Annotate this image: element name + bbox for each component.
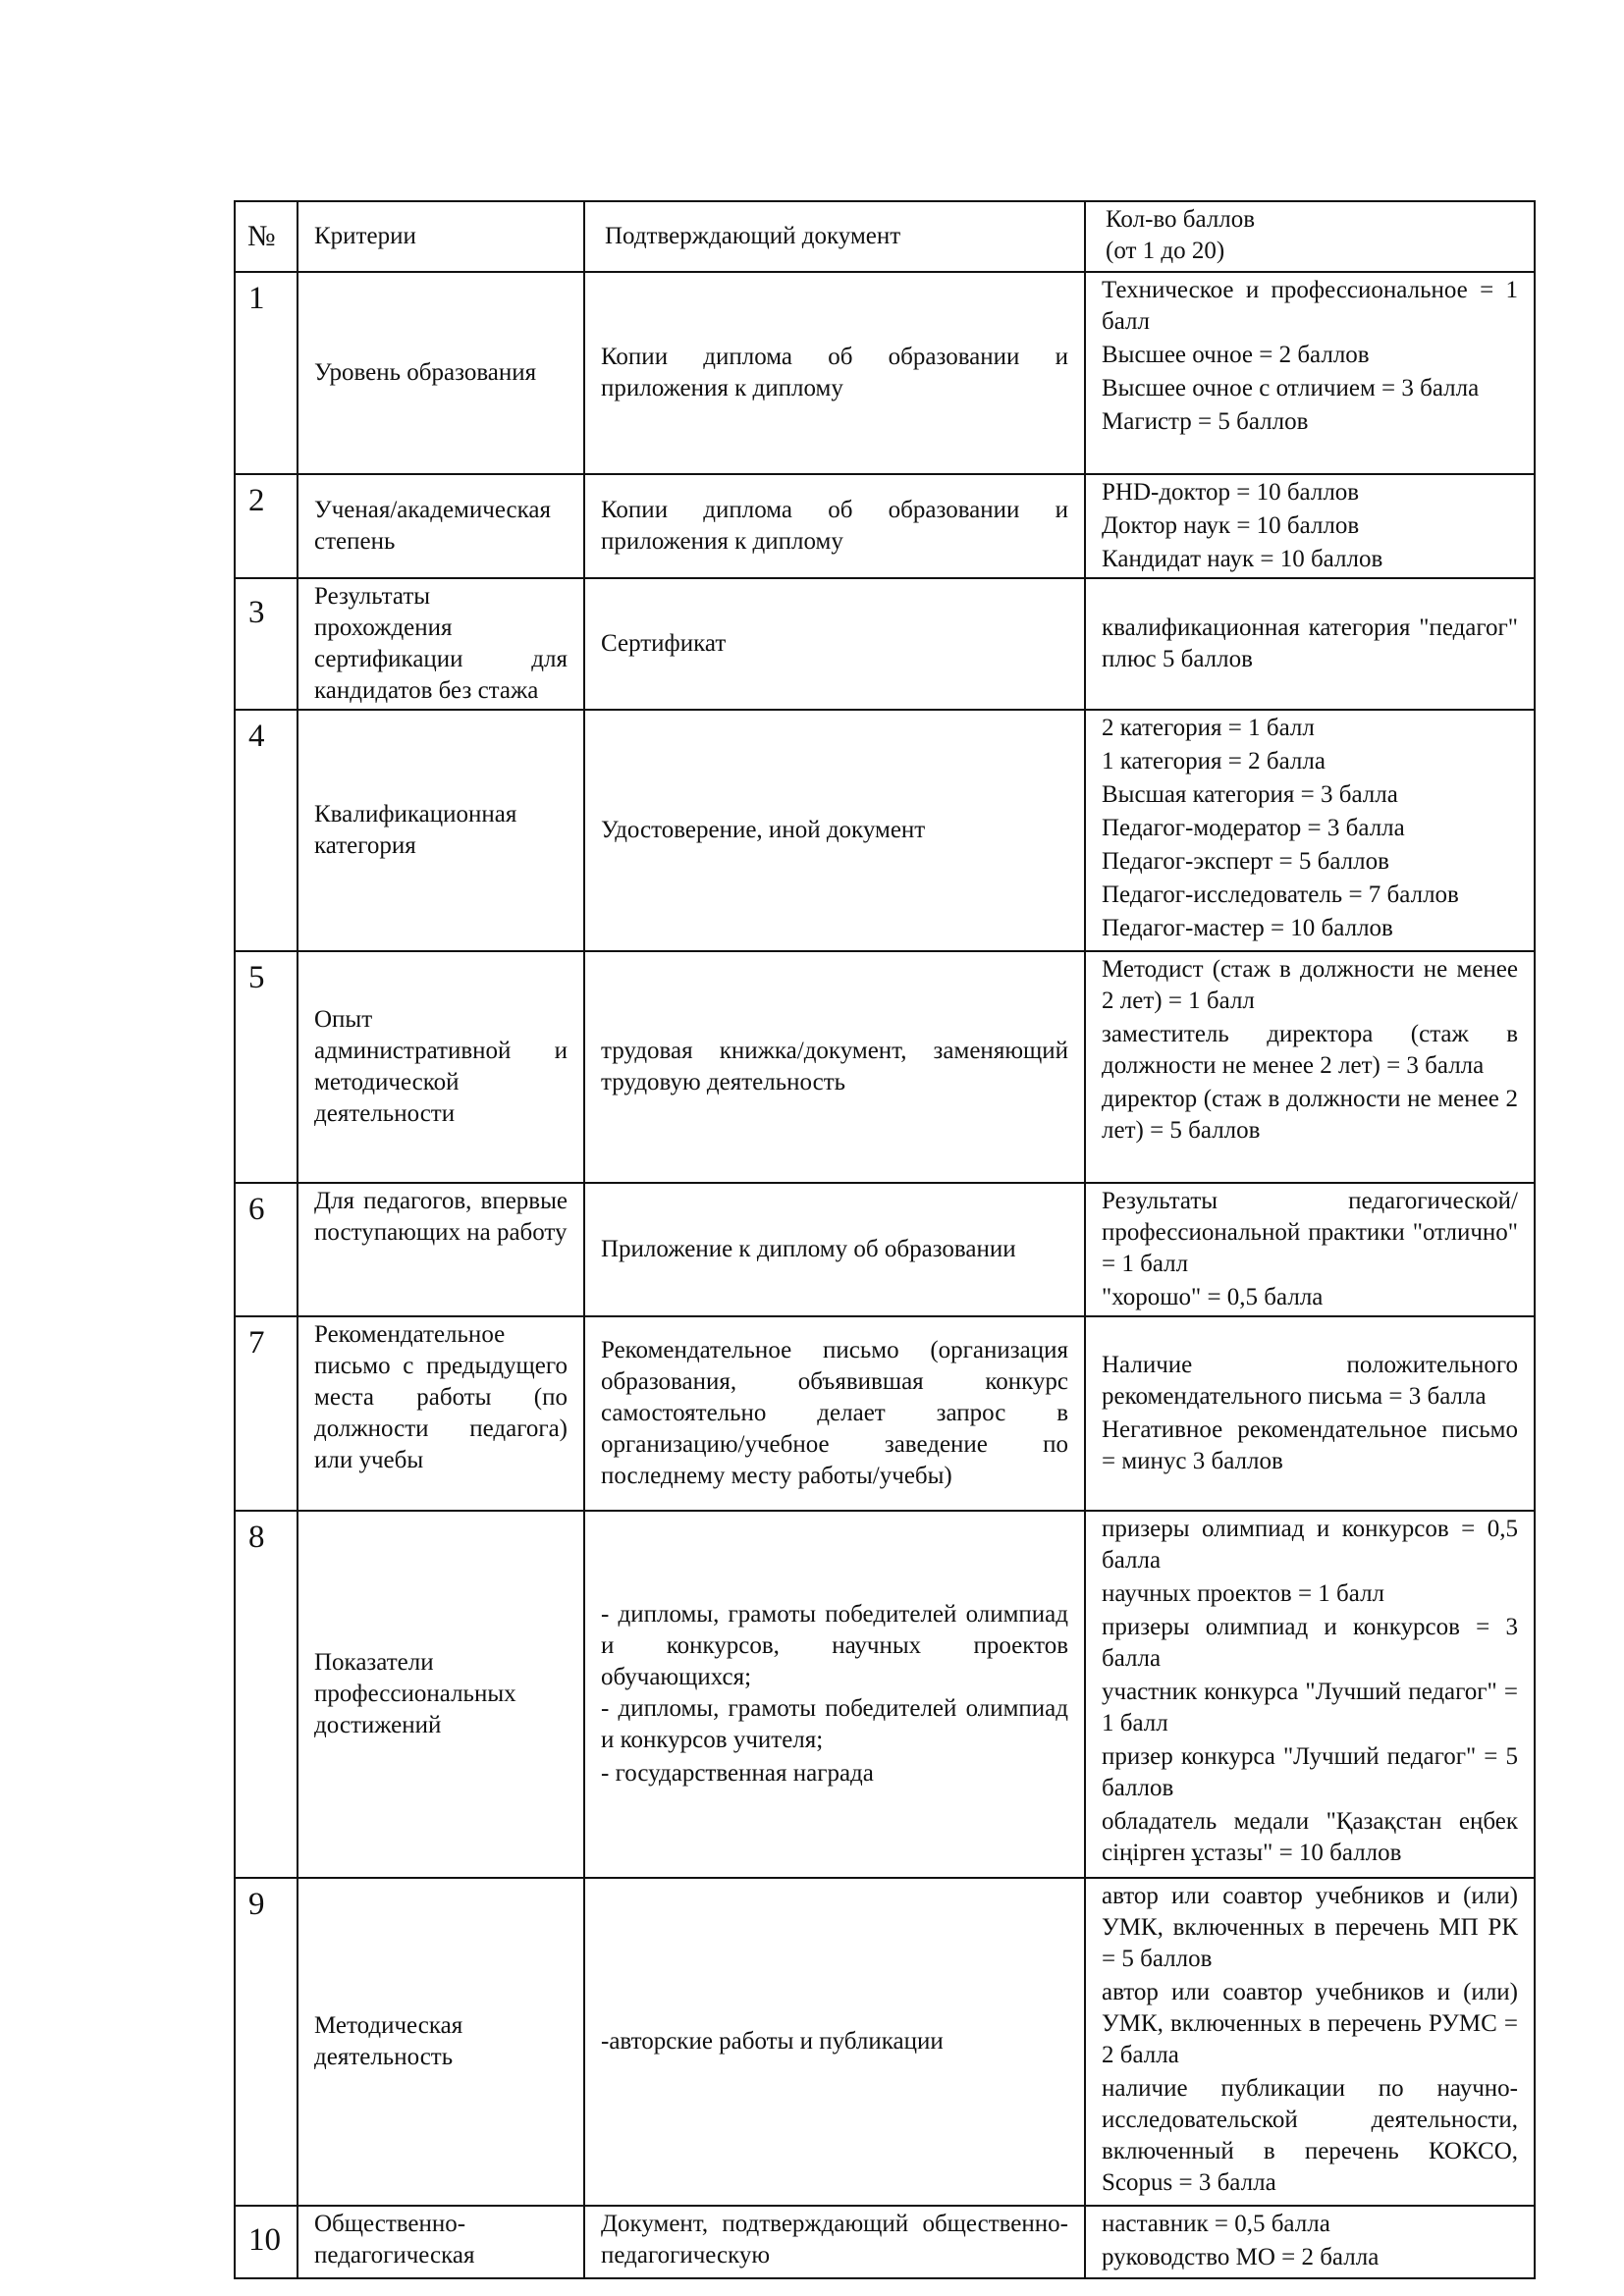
points-line: директор (стаж в должности не менее 2 лет) = 5 баллов (1102, 1086, 1518, 1144)
row-number: 1 (235, 272, 298, 474)
points-line: Доктор наук = 10 баллов (1102, 512, 1360, 539)
table-row (235, 1511, 1535, 1878)
points-line: 1 категория = 2 балла (1102, 748, 1326, 774)
points-line: Кандидат наук = 10 баллов (1102, 546, 1383, 572)
row-number: 5 (235, 951, 298, 1183)
row-document: Сертификат (584, 578, 1085, 710)
points-line: PHD-доктор = 10 баллов (1102, 479, 1360, 506)
row-document: Приложение к диплому об образовании (584, 1183, 1085, 1316)
header-criteria: Критерии (298, 201, 584, 272)
points-line: Магистр = 5 баллов (1102, 408, 1309, 435)
points-line: научных проектов = 1 балл (1102, 1580, 1385, 1607)
points-line: Наличие положительного рекомендательного письма = 3 балла (1102, 1352, 1518, 1410)
points-line: Высшее очное = 2 баллов (1102, 342, 1370, 368)
table-row (235, 1878, 1535, 2206)
row-criteria: Результаты прохождения сертификации для кандидатов без стажа (298, 578, 584, 710)
row-number: 2 (235, 474, 298, 578)
points-line: 2 категория = 1 балл (1102, 715, 1315, 741)
row-points (1085, 2206, 1535, 2278)
table-row (235, 951, 1535, 1183)
table-row (235, 272, 1535, 474)
row-number: 6 (235, 1183, 298, 1316)
points-line: автор или соавтор учебников и (или) УМК, включенных в перечень МП РК = 5 баллов (1102, 1883, 1518, 1972)
row-document: Документ, подтверждающий общественно-педагогическую (584, 2206, 1085, 2278)
criteria-table (234, 200, 1536, 2279)
points-line: призеры олимпиад и конкурсов = 3 балла (1102, 1614, 1518, 1672)
row-number: 8 (235, 1511, 298, 1878)
row-points (1085, 1183, 1535, 1316)
points-line: призер конкурса "Лучший педагог" = 5 баллов (1102, 1743, 1518, 1801)
row-criteria: Ученая/академическая степень (298, 474, 584, 578)
points-line: Высшее очное с отличием = 3 балла (1102, 375, 1480, 401)
row-document: Копии диплома об образовании и приложения к диплому (584, 272, 1085, 474)
document-line: - дипломы, грамоты победителей олимпиад и конкурсов учителя; (601, 1695, 1068, 1753)
row-points (1085, 1878, 1535, 2206)
row-criteria: Методическая деятельность (298, 1878, 584, 2206)
row-number: 9 (235, 1878, 298, 2206)
points-line: Педагог-исследователь = 7 баллов (1102, 881, 1459, 908)
table-row (235, 578, 1535, 710)
row-criteria: Показатели профессиональных достижений (298, 1511, 584, 1878)
table-row (235, 1183, 1535, 1316)
row-points (1085, 474, 1535, 578)
row-number: 10 (235, 2206, 298, 2278)
row-points (1085, 951, 1535, 1183)
row-criteria: Для педагогов, впервые поступающих на работу (298, 1183, 584, 1316)
row-points (1085, 710, 1535, 951)
document-line: - дипломы, грамоты победителей олимпиад и конкурсов, научных проектов обучающихся; (601, 1601, 1068, 1690)
points-line: Высшая категория = 3 балла (1102, 781, 1398, 808)
table-header-row (235, 201, 1535, 272)
row-number: 7 (235, 1316, 298, 1511)
row-document: Рекомендательное письмо (организация образования, объявившая конкурс самостоятельно делает запрос в организацию/учебное заведение по последнему месту работы/учебы) (584, 1316, 1085, 1511)
points-line: заместитель директора (стаж в должности не менее 2 лет) = 3 балла (1102, 1021, 1518, 1079)
points-line: Техническое и профессиональное = 1 балл (1102, 277, 1518, 335)
table-row (235, 1316, 1535, 1511)
points-line: Педагог-эксперт = 5 баллов (1102, 848, 1389, 875)
row-points: квалификационная категория "педагог" плюс 5 баллов (1085, 578, 1535, 710)
row-points (1085, 1511, 1535, 1878)
document-line: - государственная награда (601, 1760, 874, 1787)
points-line: Методист (стаж в должности не менее 2 лет) = 1 балл (1102, 956, 1518, 1014)
header-number: № (235, 201, 298, 272)
points-line: Негативное рекомендательное письмо = минус 3 баллов (1102, 1416, 1518, 1474)
row-document: трудовая книжка/документ, заменяющий трудовую деятельность (584, 951, 1085, 1183)
points-line: руководство МО = 2 балла (1102, 2244, 1380, 2270)
table-row (235, 710, 1535, 951)
table-row (235, 2206, 1535, 2278)
row-document: -авторские работы и публикации (584, 1878, 1085, 2206)
points-line: обладатель медали "Қазақстан еңбек сіңірген ұстазы" = 10 баллов (1102, 1808, 1518, 1866)
row-criteria: Рекомендательное письмо с предыдущего места работы (по должности педагога) или учебы (298, 1316, 584, 1511)
header-document: Подтверждающий документ (584, 201, 1085, 272)
points-line: Результаты педагогической/ профессиональной практики "отлично" = 1 балл (1102, 1188, 1518, 1277)
points-line: призеры олимпиад и конкурсов = 0,5 балла (1102, 1516, 1518, 1574)
row-number: 3 (235, 578, 298, 710)
row-points (1085, 1316, 1535, 1511)
points-line: наличие публикации по научно-исследовательской деятельности, включенный в перечень КОКСО, Scopus = 3 балла (1102, 2075, 1518, 2196)
row-criteria: Общественно-педагогическая (298, 2206, 584, 2278)
header-points-range: (от 1 до 20) (1106, 238, 1225, 264)
row-document: Копии диплома об образовании и приложения к диплому (584, 474, 1085, 578)
row-number: 4 (235, 710, 298, 951)
table-row (235, 474, 1535, 578)
row-document: Удостоверение, иной документ (584, 710, 1085, 951)
row-criteria: Уровень образования (298, 272, 584, 474)
row-points (1085, 272, 1535, 474)
points-line: наставник = 0,5 балла (1102, 2211, 1330, 2237)
header-points-label: Кол-во баллов (1106, 206, 1256, 233)
row-document (584, 1511, 1085, 1878)
points-line: "хорошо" = 0,5 балла (1102, 1284, 1324, 1310)
points-line: Педагог-мастер = 10 баллов (1102, 915, 1393, 941)
row-criteria: Квалификационная категория (298, 710, 584, 951)
points-line: автор или соавтор учебников и (или) УМК, включенных в перечень РУМС = 2 балла (1102, 1979, 1518, 2068)
points-line: Педагог-модератор = 3 балла (1102, 815, 1405, 841)
row-criteria: Опыт административной и методической деятельности (298, 951, 584, 1183)
points-line: участник конкурса "Лучший педагог" = 1 балл (1102, 1679, 1518, 1736)
header-points (1085, 201, 1535, 272)
